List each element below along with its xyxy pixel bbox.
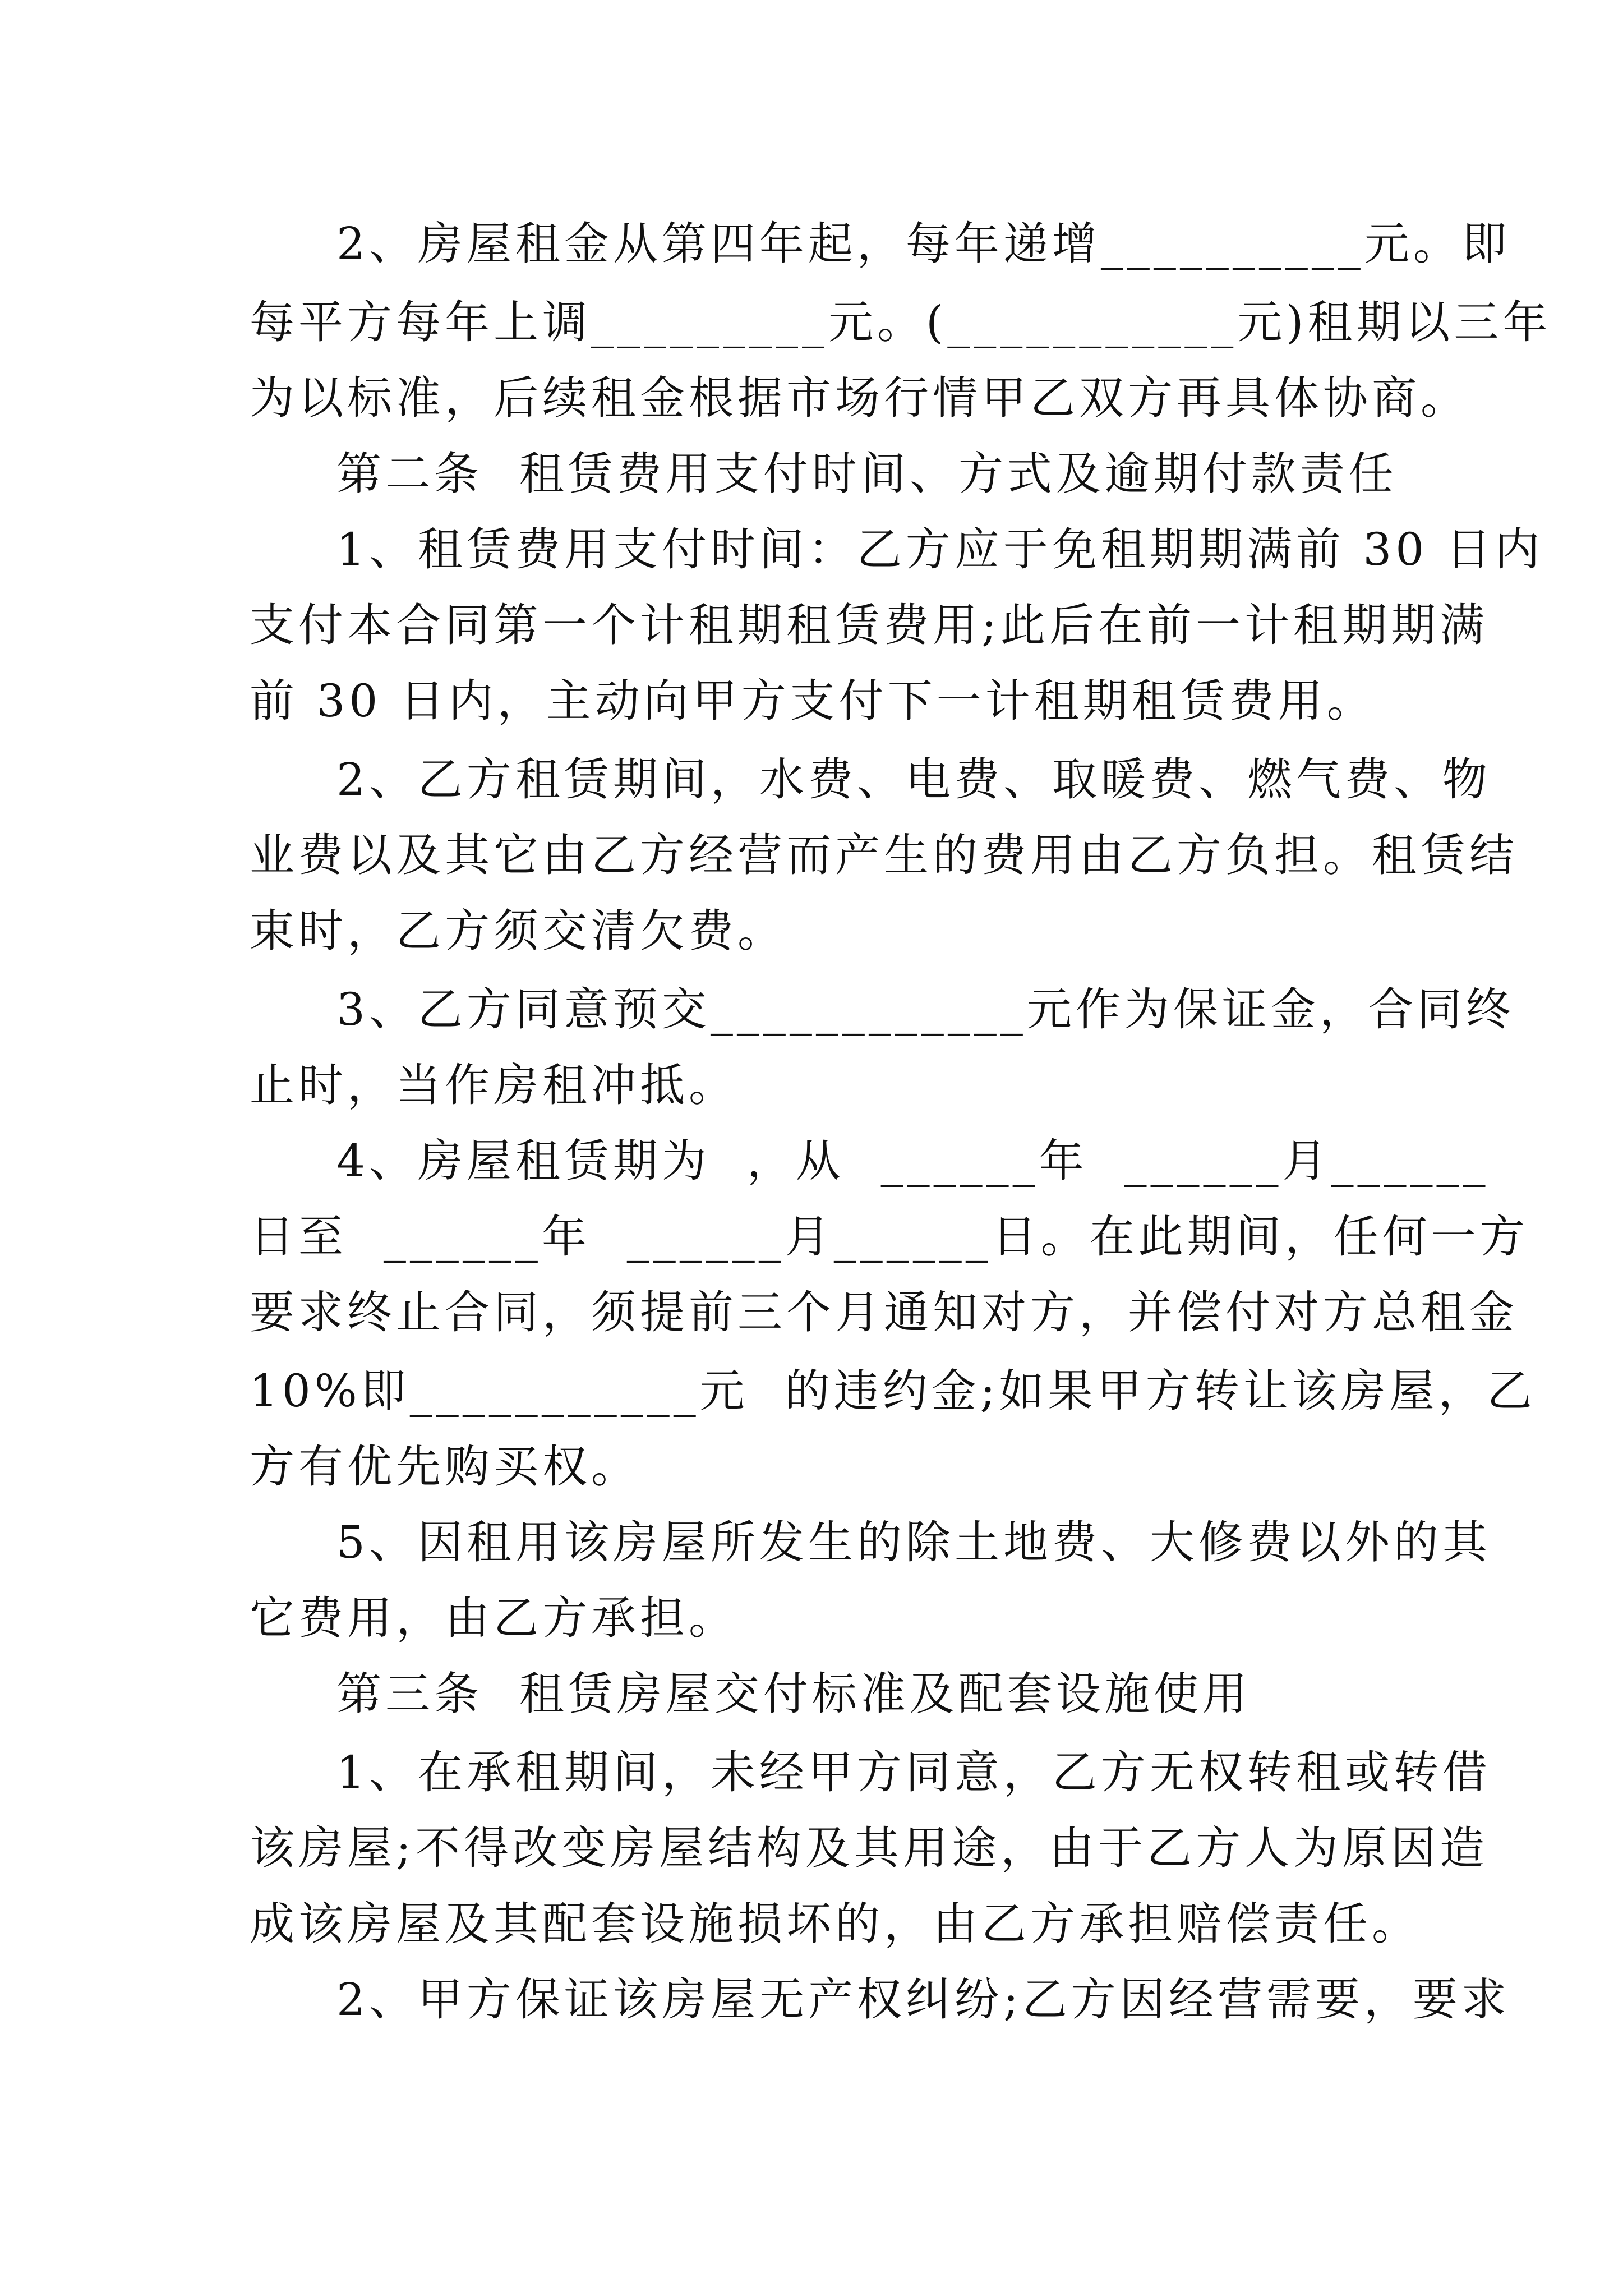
paragraph-other-fees-line-1: 5、因租用该房屋所发生的除土地费、大修费以外的其: [336, 1516, 1491, 1568]
paragraph-payment-time-line-3: 前 30 日内，主动向甲方支付下一计租期租赁费用。: [250, 675, 1376, 727]
paragraph-sublease-line-1: 1、在承租期间，未经甲方同意，乙方无权转租或转借: [336, 1746, 1491, 1798]
paragraph-property-rights-line-1: 2、甲方保证该房屋无产权纠纷;乙方因经营需要，要求: [336, 1973, 1510, 2026]
paragraph-rent-increase-line-3: 为以标准，后续租金根据市场行情甲乙双方再具体协商。: [250, 372, 1469, 424]
paragraph-rent-increase-line-1: 2、房屋租金从第四年起，每年递增__________元。即: [336, 218, 1511, 270]
paragraph-sublease-line-3: 成该房屋及其配套设施损坏的，由乙方承担赔偿责任。: [250, 1898, 1421, 1950]
paragraph-deposit-line-1: 3、乙方同意预交____________元作为保证金，合同终: [336, 983, 1515, 1036]
paragraph-payment-time-line-1: 1、租赁费用支付时间：乙方应于免租期期满前 30 日内: [336, 523, 1544, 576]
paragraph-lease-term-line-3: 要求终止合同，须提前三个月通知对方，并偿付对方总租金: [250, 1286, 1518, 1338]
paragraph-sublease-line-2: 该房屋;不得改变房屋结构及其用途，由于乙方人为原因造: [250, 1822, 1488, 1874]
paragraph-lease-term-line-1: 4、房屋租赁期为 ，从 ______年 ______月______: [336, 1135, 1490, 1187]
paragraph-payment-time-line-2: 支付本合同第一个计租期租赁费用;此后在前一计租期期满: [250, 599, 1488, 651]
article-2-heading: 第二条 租赁费用支付时间、方式及逾期付款责任: [336, 448, 1398, 500]
paragraph-utility-fees-line-2: 业费以及其它由乙方经营而产生的费用由乙方负担。租赁结: [250, 829, 1518, 881]
paragraph-rent-increase-line-2: 每平方每年上调_________元。(___________元)租期以三年: [250, 296, 1552, 348]
paragraph-lease-term-line-5: 方有优先购买权。: [250, 1441, 640, 1493]
paragraph-lease-term-line-2: 日至 ______年 ______月______日。在此期间，任何一方: [250, 1211, 1529, 1263]
article-3-heading: 第三条 租赁房屋交付标准及配套设施使用: [336, 1668, 1251, 1720]
paragraph-utility-fees-line-1: 2、乙方租赁期间，水费、电费、取暖费、燃气费、物: [336, 753, 1491, 806]
paragraph-deposit-line-2: 止时，当作房租冲抵。: [250, 1059, 737, 1111]
paragraph-lease-term-line-4: 10%即___________元 的违约金;如果甲方转让该房屋，乙: [250, 1365, 1536, 1417]
paragraph-utility-fees-line-3: 束时，乙方须交清欠费。: [250, 905, 786, 957]
paragraph-other-fees-line-2: 它费用，由乙方承担。: [250, 1592, 737, 1644]
